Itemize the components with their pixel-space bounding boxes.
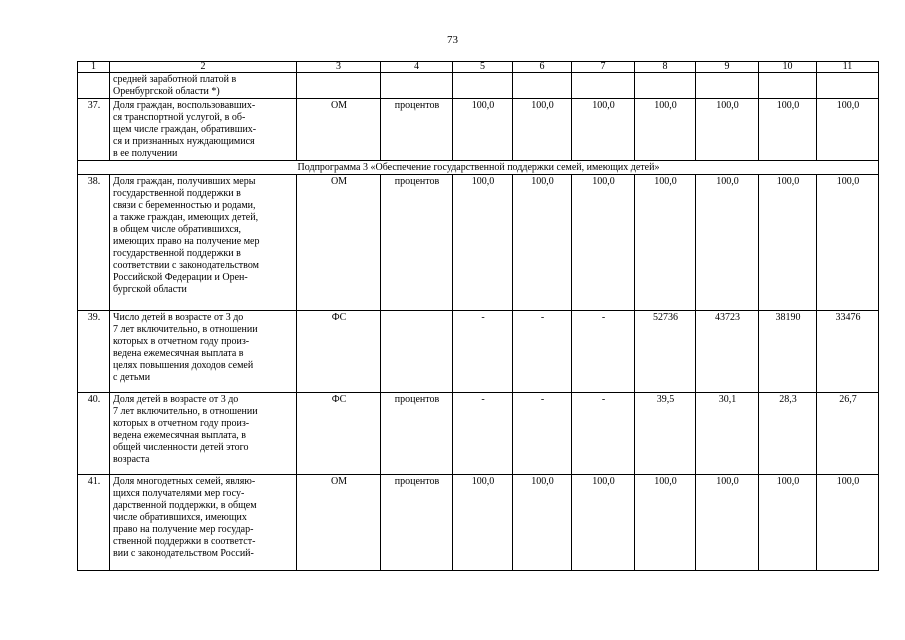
table-row xyxy=(78,475,879,571)
column-header: 10 xyxy=(759,62,817,73)
cell-c3: ФС xyxy=(297,393,381,475)
cell-c4: процентов xyxy=(381,393,453,475)
cell-c4 xyxy=(381,311,453,393)
cell-c11: 100,0 xyxy=(817,99,879,161)
cell-c6: 100,0 xyxy=(513,475,572,571)
column-header: 5 xyxy=(453,62,513,73)
cell-c6: 100,0 xyxy=(513,175,572,311)
cell-c10: 100,0 xyxy=(759,475,817,571)
cell-c11: 100,0 xyxy=(817,475,879,571)
cell-c9: 100,0 xyxy=(696,99,759,161)
table-row xyxy=(78,393,879,475)
column-header: 2 xyxy=(110,62,297,73)
cell-c7: - xyxy=(572,393,635,475)
cell-c4: процентов xyxy=(381,475,453,571)
cell-c11: 26,7 xyxy=(817,393,879,475)
column-header: 11 xyxy=(817,62,879,73)
cell-c8: 52736 xyxy=(635,311,696,393)
cell-c4: процентов xyxy=(381,99,453,161)
cell-c8: 39,5 xyxy=(635,393,696,475)
row-number: 38. xyxy=(78,175,110,311)
cell-c10: 28,3 xyxy=(759,393,817,475)
cell-c7: 100,0 xyxy=(572,175,635,311)
indicator-name: Доля многодетных семей, являю- щихся получателями мер госу- дарственной поддержки, в общем числе обратившихся, имеющих право на получение мер государ- ственной поддержки в соответст- вии с законодательством Россий- xyxy=(110,475,297,571)
column-header: 4 xyxy=(381,62,453,73)
cell-c7: 100,0 xyxy=(572,99,635,161)
cell-c9: 43723 xyxy=(696,311,759,393)
column-header: 3 xyxy=(297,62,381,73)
column-header: 7 xyxy=(572,62,635,73)
cell-c5 xyxy=(453,73,513,99)
cell-c8 xyxy=(635,73,696,99)
table-row xyxy=(78,311,879,393)
row-number xyxy=(78,73,110,99)
cell-c5: 100,0 xyxy=(453,175,513,311)
indicator-name: Число детей в возрасте от 3 до 7 лет включительно, в отношении которых в отчетном году произ- ведена ежемесячная выплата в целях повышения доходов семей с детьми xyxy=(110,311,297,393)
cell-c7 xyxy=(572,73,635,99)
cell-c11 xyxy=(817,73,879,99)
cell-c11: 33476 xyxy=(817,311,879,393)
cell-c10: 38190 xyxy=(759,311,817,393)
cell-c5: 100,0 xyxy=(453,99,513,161)
indicator-name: Доля граждан, получивших меры государственной поддержки в связи с беременностью и родами, а также граждан, имеющих детей, в общем числе обратившихся, имеющих право на получение мер государственной поддержки в соответствии с законодательством Российской Федерации и Орен- бургской области xyxy=(110,175,297,311)
cell-c3: ФС xyxy=(297,311,381,393)
cell-c3: ОМ xyxy=(297,99,381,161)
indicators-table xyxy=(77,61,879,571)
cell-c6: 100,0 xyxy=(513,99,572,161)
row-number: 39. xyxy=(78,311,110,393)
column-header: 6 xyxy=(513,62,572,73)
subprogram-row xyxy=(78,161,879,175)
cell-c6: - xyxy=(513,311,572,393)
column-header: 8 xyxy=(635,62,696,73)
indicator-name: Доля детей в возрасте от 3 до 7 лет включительно, в отношении которых в отчетном году произ- ведена ежемесячная выплата, в общей численности детей этого возраста xyxy=(110,393,297,475)
row-number: 40. xyxy=(78,393,110,475)
cell-c8: 100,0 xyxy=(635,475,696,571)
row-number: 41. xyxy=(78,475,110,571)
cell-c9: 30,1 xyxy=(696,393,759,475)
cell-c7: 100,0 xyxy=(572,475,635,571)
table-row xyxy=(78,99,879,161)
cell-c3 xyxy=(297,73,381,99)
cell-c8: 100,0 xyxy=(635,99,696,161)
cell-c9 xyxy=(696,73,759,99)
cell-c11: 100,0 xyxy=(817,175,879,311)
cell-c9: 100,0 xyxy=(696,475,759,571)
cell-c6: - xyxy=(513,393,572,475)
column-header: 9 xyxy=(696,62,759,73)
table-row xyxy=(78,175,879,311)
table-row xyxy=(78,73,879,99)
cell-c3: ОМ xyxy=(297,175,381,311)
indicator-name: средней заработной платой в Оренбургской области *) xyxy=(110,73,297,99)
row-number: 37. xyxy=(78,99,110,161)
cell-c10 xyxy=(759,73,817,99)
cell-c8: 100,0 xyxy=(635,175,696,311)
subprogram-title: Подпрограмма 3 «Обеспечение государственной поддержки семей, имеющих детей» xyxy=(78,161,879,175)
cell-c7: - xyxy=(572,311,635,393)
cell-c10: 100,0 xyxy=(759,175,817,311)
cell-c10: 100,0 xyxy=(759,99,817,161)
cell-c4: процентов xyxy=(381,175,453,311)
column-header: 1 xyxy=(78,62,110,73)
indicator-name: Доля граждан, воспользовавших- ся транспортной услугой, в об- щем числе граждан, обративших- ся и признанных нуждающимися в ее получении xyxy=(110,99,297,161)
cell-c6 xyxy=(513,73,572,99)
cell-c9: 100,0 xyxy=(696,175,759,311)
cell-c4 xyxy=(381,73,453,99)
header-row xyxy=(78,62,879,73)
cell-c5: - xyxy=(453,311,513,393)
cell-c3: ОМ xyxy=(297,475,381,571)
cell-c5: - xyxy=(453,393,513,475)
cell-c5: 100,0 xyxy=(453,475,513,571)
page-number: 73 xyxy=(447,34,458,46)
